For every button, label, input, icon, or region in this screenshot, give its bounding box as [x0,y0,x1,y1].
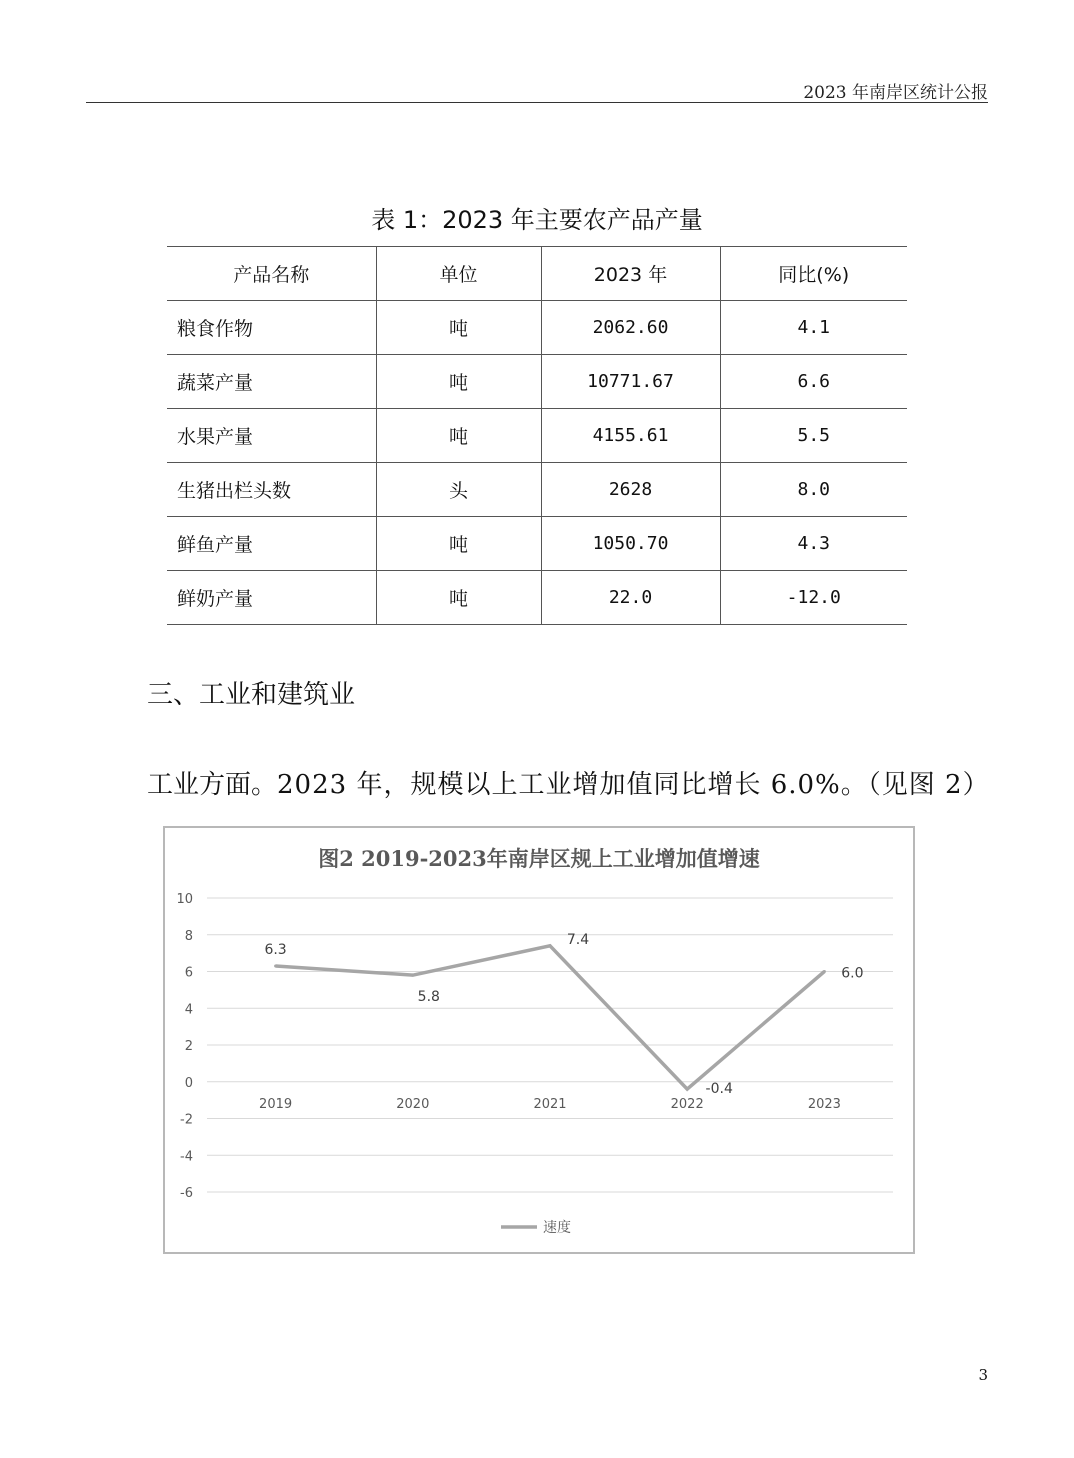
data-label: -0.4 [705,1081,733,1098]
x-tick-label: 2019 [259,1096,293,1112]
table-row [167,409,907,463]
cell-yoy: -12.0 [720,571,907,625]
cell-yoy: 4.1 [720,301,907,355]
y-tick-label: 0 [184,1075,193,1091]
cell-unit: 吨 [376,301,541,355]
cell-product: 生猪出栏头数 [167,463,376,517]
cell-product: 鲜鱼产量 [167,517,376,571]
cell-value: 1050.70 [541,517,720,571]
data-point [274,964,277,967]
page-number: 3 [978,1366,988,1384]
cell-yoy: 5.5 [720,409,907,463]
y-tick-label: -2 [180,1112,193,1128]
cell-yoy: 8.0 [720,463,907,517]
data-label: 5.8 [417,989,440,1006]
cell-yoy: 4.3 [720,517,907,571]
cell-unit: 吨 [376,355,541,409]
data-point [823,970,826,973]
table-row [167,301,907,355]
data-point [549,944,552,947]
table-caption: 表 1：2023 年主要农产品产量 [371,206,703,234]
cell-value: 10771.67 [541,355,720,409]
paragraph-body: 2023 年，规模以上工业增加值同比增长 6.0%。（见图 2） [277,770,990,800]
cell-unit: 头 [376,463,541,517]
cell-product: 水果产量 [167,409,376,463]
section-heading: 三、工业和建筑业 [147,680,356,710]
agri-products-table [167,246,907,625]
column-header-product: 产品名称 [167,247,376,301]
industry-paragraph [147,764,990,801]
series-line [276,946,825,1089]
cell-unit: 吨 [376,409,541,463]
cell-product: 粮食作物 [167,301,376,355]
table-row [167,517,907,571]
x-tick-label: 2020 [396,1096,430,1112]
table-row [167,355,907,409]
y-tick-label: -6 [180,1186,193,1201]
industry-growth-chart [163,826,915,1254]
cell-value: 2628 [541,463,720,517]
cell-unit: 吨 [376,517,541,571]
x-tick-label: 2021 [533,1096,567,1112]
x-tick-label: 2023 [807,1096,841,1112]
data-label: 6.3 [264,941,287,958]
y-tick-label: 6 [184,965,193,981]
y-tick-label: -4 [180,1149,193,1165]
y-tick-label: 8 [184,928,193,944]
cell-product: 蔬菜产量 [167,355,376,409]
table-row [167,463,907,517]
data-label: 7.4 [566,931,590,948]
data-point [686,1088,689,1091]
table-row [167,571,907,625]
cell-unit: 吨 [376,571,541,625]
y-tick-label: 2 [184,1039,193,1054]
chart-svg [165,828,913,1252]
cell-value: 4155.61 [541,409,720,463]
chart-title: 图2 2019-2023年南岸区规上工业增加值增速 [318,846,760,871]
data-point [411,974,414,977]
column-header-2023: 2023 年 [541,247,720,301]
x-tick-label: 2022 [670,1096,704,1112]
cell-value: 22.0 [541,571,720,625]
cell-product: 鲜奶产量 [167,571,376,625]
table-header-row [167,247,907,301]
cell-value: 2062.60 [541,301,720,355]
column-header-yoy: 同比(%) [720,247,907,301]
cell-yoy: 6.6 [720,355,907,409]
header-title: 2023 年南岸区统计公报 [803,83,988,103]
y-tick-label: 4 [184,1002,193,1018]
paragraph-lead: 工业方面。 [147,770,278,800]
legend-label: 速度 [543,1220,571,1236]
data-label: 6.0 [841,965,864,982]
y-tick-label: 10 [176,892,193,907]
header-divider [86,102,988,103]
column-header-unit: 单位 [376,247,541,301]
